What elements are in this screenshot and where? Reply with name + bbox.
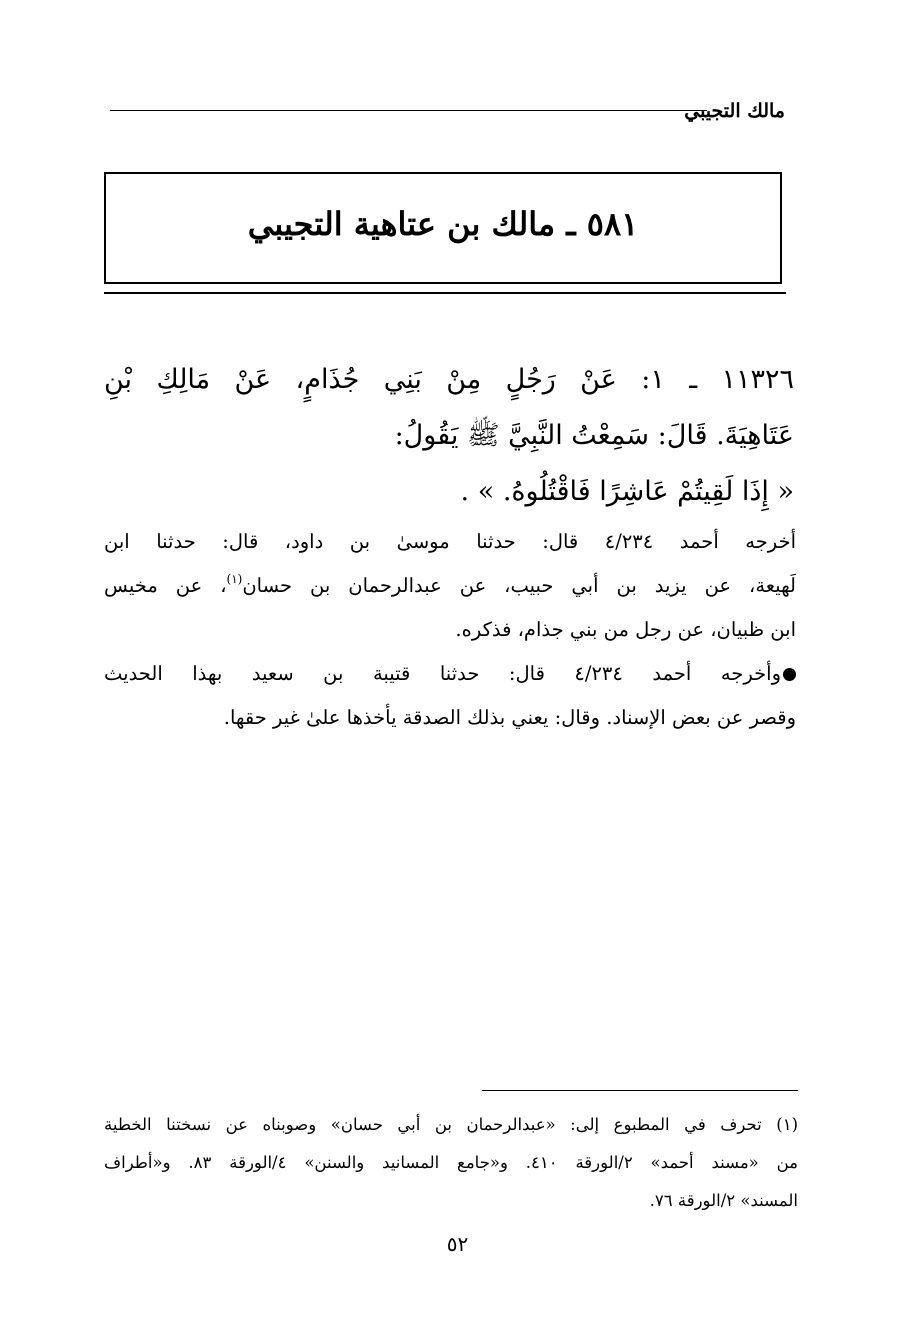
takhrij-commentary bbox=[104, 520, 796, 740]
footnote-reference[interactable]: (١) bbox=[226, 572, 243, 586]
commentary-line-2-tail: ، عن مخيس bbox=[104, 574, 227, 597]
footnote-separator bbox=[482, 1090, 798, 1091]
commentary-line-1: أخرجه أحمد ٤/٢٣٤ قال: حدثنا موسىٰ بن داود، قال: حدثنا ابن bbox=[104, 530, 796, 553]
bullet-dot-icon bbox=[783, 668, 796, 681]
running-header-rule bbox=[110, 110, 707, 111]
chapter-title-box bbox=[104, 172, 782, 284]
footnotes bbox=[104, 1106, 798, 1220]
running-header bbox=[110, 96, 785, 136]
chapter-title-rule bbox=[104, 292, 786, 294]
footnote-line-2: من «مسند أحمد» ٢/الورقة ٤١٠. و«جامع المسانيد والسنن» ٤/الورقة ٨٣. و«أطراف bbox=[104, 1153, 798, 1172]
commentary-line-2 bbox=[104, 564, 796, 608]
footnote-line-3: المسند» ٢/الورقة ٧٦. bbox=[649, 1191, 798, 1210]
commentary-line-4 bbox=[104, 652, 796, 696]
commentary-line-3: ابن ظبيان، عن رجل من بني جذام، فذكره. bbox=[455, 618, 796, 641]
page-number: ٥٢ bbox=[446, 1232, 469, 1256]
footnote-line-1: (١) تحرف في المطبوع إلى: «عبدالرحمان بن أبي حسان» وصوبناه عن نسختنا الخطية bbox=[104, 1115, 798, 1134]
commentary-line-4-text: وأخرجه أحمد ٤/٢٣٤ قال: حدثنا قتيبة بن سعيد بهذا الحديث bbox=[104, 662, 781, 685]
commentary-line-5: وقصر عن بعض الإسناد. وقال: يعني بذلك الصدقة يأخذها علىٰ غير حقها. bbox=[223, 706, 796, 729]
hadith-line-1: ١١٣٢٦ ـ ١: عَنْ رَجُلٍ مِنْ بَنِي جُذَامٍ، عَنْ مَالِكِ بْنِ bbox=[104, 364, 795, 395]
commentary-line-2-text: لَهيعة، عن يزيد بن أبي حبيب، عن عبدالرحمان بن حسان bbox=[242, 574, 796, 597]
hadith-line-2: عَتَاهِيَةَ. قَالَ: سَمِعْتُ النَّبِيَّ ﷺ يَقُولُ: bbox=[394, 420, 794, 451]
hadith-text bbox=[104, 352, 794, 520]
hadith-line-3: « إِذَا لَقِيتُمْ عَاشِرًا فَاقْتُلُوهُ. » . bbox=[460, 476, 794, 507]
chapter-title: ٥٨١ ـ مالك بن عتاهية التجيبي bbox=[247, 205, 639, 243]
running-header-title: مالك التجيبي bbox=[684, 100, 785, 122]
